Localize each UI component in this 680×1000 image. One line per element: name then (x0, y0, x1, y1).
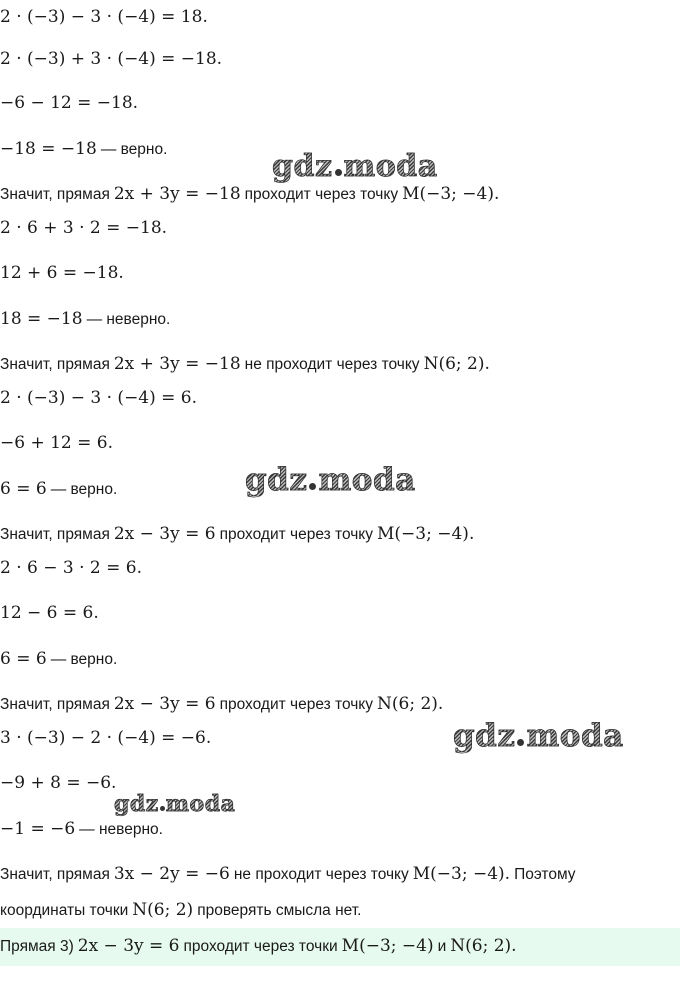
watermark-logo: gdz moda (114, 791, 236, 817)
watermark-logo: gdz moda (453, 718, 624, 754)
answer-line: Прямая 3) 2x − 3y = 6 проходит через точки M(−3; −4) и N(6; 2). (0, 936, 517, 956)
equation-line: 2 · (−3) + 3 · (−4) = −18. (0, 49, 223, 69)
conclusion-line: Значит, прямая 2x − 3y = 6 проходит через точку M(−3; −4). (0, 524, 475, 544)
conclusion-line: Значит, прямая 2x − 3y = 6 проходит через точку N(6; 2). (0, 694, 444, 714)
equation-line: 3 · (−3) − 2 · (−4) = −6. (0, 728, 212, 748)
equation-line: 12 + 6 = −18. (0, 263, 124, 283)
equation-line: 18 = −18 — неверно. (0, 309, 171, 329)
equation-line: 6 = 6 — верно. (0, 649, 118, 669)
conclusion-line: Значит, прямая 3x − 2y = −6 не проходит через точку M(−3; −4). Поэтому (0, 864, 576, 884)
conclusion-line: Значит, прямая 2x + 3y = −18 не проходит через точку N(6; 2). (0, 354, 490, 374)
equation-line: −9 + 8 = −6. (0, 773, 117, 793)
conclusion-line: координаты точки N(6; 2) проверять смысла нет. (0, 900, 362, 920)
equation-line: −18 = −18 — верно. (0, 139, 168, 159)
equation-line: 2 · (−3) − 3 · (−4) = 18. (0, 7, 208, 27)
equation-line: 2 · 6 + 3 · 2 = −18. (0, 218, 168, 238)
equation-line: 12 − 6 = 6. (0, 603, 99, 623)
conclusion-line: Значит, прямая 2x + 3y = −18 проходит через точку M(−3; −4). (0, 184, 500, 204)
watermark-logo: gdz moda (245, 462, 416, 498)
equation-line: −6 + 12 = 6. (0, 433, 114, 453)
equation-line: 2 · 6 − 3 · 2 = 6. (0, 558, 143, 578)
equation-line: −6 − 12 = −18. (0, 93, 139, 113)
equation-line: 2 · (−3) − 3 · (−4) = 6. (0, 388, 198, 408)
equation-line: −1 = −6 — неверно. (0, 819, 163, 839)
equation-line: 6 = 6 — верно. (0, 479, 118, 499)
watermark-logo: gdz moda (272, 149, 438, 184)
